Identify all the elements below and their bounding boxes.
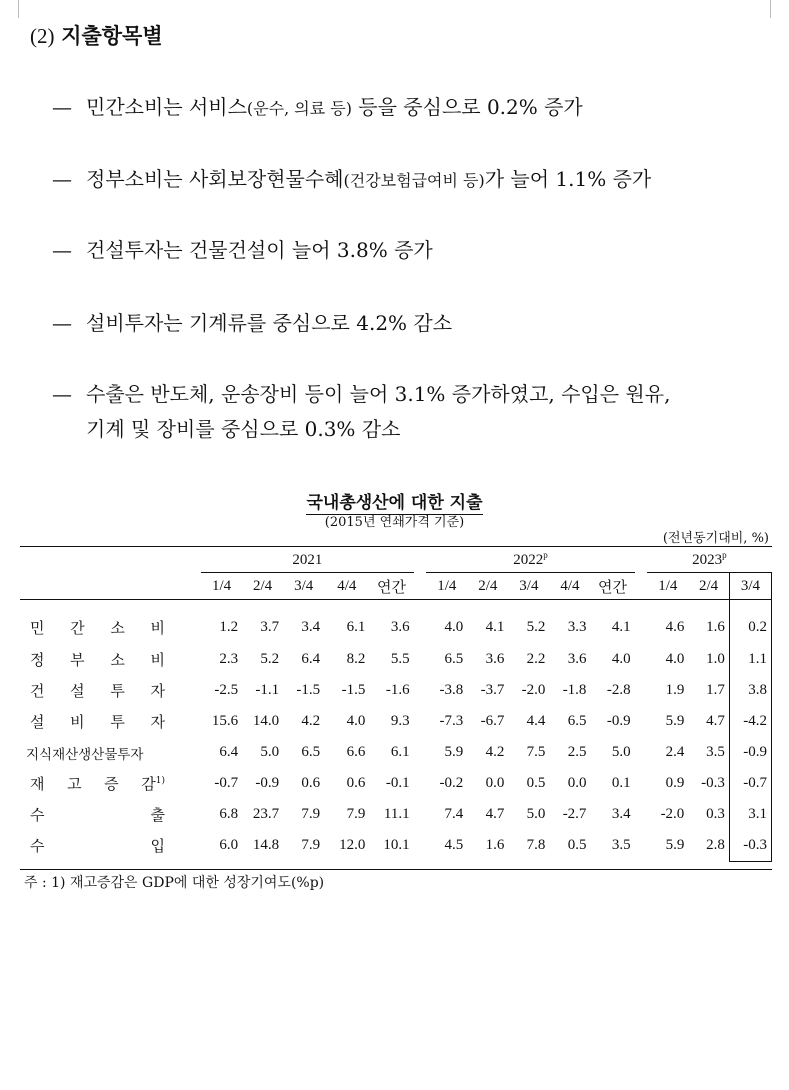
cell-v22: -7.3 — [439, 713, 464, 729]
cell-v21: -2.5 — [214, 682, 239, 698]
cell-v21: 6.1 — [346, 618, 366, 635]
bullet-private-consumption — [52, 90, 583, 126]
cell-v21: 5.0 — [260, 744, 280, 760]
year-2023: 2023$^p$ — [647, 546, 771, 573]
quarter-header-row — [20, 573, 772, 600]
cell-v22: 5.0 — [611, 744, 631, 760]
bullet-dash: — — [52, 167, 72, 191]
bullet-dash: — — [52, 238, 72, 262]
table-row — [20, 600, 772, 645]
cell-v21: 6.6 — [346, 744, 366, 760]
bullet-exports-imports — [52, 377, 670, 447]
cell-v21: 12.0 — [339, 837, 366, 854]
table-row — [20, 799, 772, 830]
cell-v23: 1.7 — [706, 682, 725, 698]
cell-v23: 5.9 — [665, 713, 685, 729]
crop-mark-right — [770, 0, 789, 18]
cell-v21: 6.5 — [301, 744, 321, 760]
crop-mark-left — [0, 0, 19, 18]
cell-v22: 2.5 — [567, 744, 587, 760]
cell-v23: 0.3 — [706, 806, 725, 822]
cell-v22: 6.5 — [444, 651, 464, 667]
cell-v23: 0.9 — [665, 775, 685, 791]
cell-v22: 0.5 — [567, 837, 587, 854]
cell-v21: 9.3 — [390, 713, 410, 729]
cell-v21: -1.5 — [341, 682, 366, 698]
cell-v22: 7.5 — [526, 744, 546, 760]
cell-v23: 5.9 — [665, 837, 685, 854]
row-label: 설 비 투 자 — [30, 713, 165, 731]
cell-v22: 0.1 — [611, 775, 631, 791]
bullet-dash: — — [52, 311, 72, 335]
cell-v21: 0.6 — [346, 775, 366, 791]
row-label: 수 입 — [30, 837, 165, 856]
quarter-header-2022: 3/4 — [508, 573, 549, 600]
cell-v21: 3.4 — [301, 618, 321, 635]
cell-v21: 11.1 — [383, 806, 410, 822]
cell-v22: 7.8 — [526, 837, 546, 854]
quarter-header-2021: 1/4 — [201, 573, 242, 600]
cell-v22: 3.3 — [567, 618, 587, 635]
year-2021: 2021 — [201, 546, 414, 573]
highlighted-cell-2023-q3: -0.9 — [729, 737, 771, 768]
cell-v23: 1.6 — [706, 618, 725, 635]
cell-v21: 5.2 — [260, 651, 280, 667]
cell-v22: 4.0 — [611, 651, 631, 667]
cell-v22: 4.0 — [444, 618, 464, 635]
cell-v22: -2.8 — [606, 682, 631, 698]
quarter-header-2022: 2/4 — [467, 573, 508, 600]
cell-v22: 6.5 — [567, 713, 587, 729]
table-bottom-rule — [20, 869, 772, 870]
quarter-header-2021: 4/4 — [324, 573, 369, 600]
cell-v22: 5.9 — [444, 744, 464, 760]
cell-v23: -2.0 — [660, 806, 685, 822]
cell-v22: -2.0 — [521, 682, 546, 698]
table-row — [20, 706, 772, 737]
highlighted-cell-2023-q3: 0.2 — [729, 600, 771, 645]
section-number: (2) — [30, 24, 55, 48]
quarter-header-2021: 2/4 — [242, 573, 283, 600]
highlighted-cell-2023-q3: -0.3 — [729, 830, 771, 862]
cell-v22: -3.7 — [480, 682, 505, 698]
cell-v22: 3.5 — [611, 837, 631, 854]
cell-v21: 15.6 — [211, 713, 239, 729]
bullet-construction — [52, 233, 433, 268]
bullet-text: 정부소비는 사회보장현물수혜 — [86, 167, 344, 191]
bullet-dash: — — [52, 382, 72, 406]
cell-v21: 7.9 — [301, 837, 321, 854]
bullet-continuation: 기계 및 장비를 중심으로 0.3% 감소 — [86, 417, 401, 441]
cell-v23: 4.6 — [665, 618, 685, 635]
table-row — [20, 737, 772, 768]
cell-v23: 4.0 — [665, 651, 685, 667]
cell-v21: 6.1 — [390, 744, 410, 760]
table-subtitle: (2015년 연쇄가격 기준) — [324, 515, 465, 530]
cell-v22: 4.5 — [444, 837, 464, 854]
cell-v21: 4.2 — [301, 713, 321, 729]
section-title — [30, 20, 163, 50]
cell-v21: 8.2 — [346, 651, 366, 667]
cell-v21: 7.9 — [346, 806, 366, 822]
expenditure-table — [20, 546, 772, 862]
cell-v23: 1.9 — [665, 682, 685, 698]
highlighted-cell-2023-q3: 3.1 — [729, 799, 771, 830]
bullet-text: 건설투자는 건물건설이 늘어 3.8% 증가 — [86, 238, 433, 262]
highlighted-cell-2023-q3: -4.2 — [729, 706, 771, 737]
cell-v22: -0.9 — [606, 713, 631, 729]
quarter-header-2021: 3/4 — [283, 573, 324, 600]
row-label: 민 간 소 비 — [30, 618, 165, 637]
cell-v22: 1.6 — [485, 837, 505, 854]
cell-v22: 3.6 — [485, 651, 505, 667]
cell-v23: 3.5 — [706, 744, 725, 760]
quarter-header-2022: 4/4 — [549, 573, 590, 600]
cell-v22: 3.4 — [611, 806, 631, 822]
cell-v21: -0.7 — [214, 775, 239, 791]
cell-v21: 1.2 — [219, 618, 239, 635]
cell-v22: 3.6 — [567, 651, 587, 667]
quarter-header-2021: 연간 — [369, 573, 413, 600]
row-label: 정 부 소 비 — [30, 651, 165, 669]
bullet-text: 설비투자는 기계류를 중심으로 4.2% 감소 — [86, 311, 453, 335]
table-footnote: 주 : 1) 재고증감은 GDP에 대한 성장기여도(%p) — [24, 875, 325, 891]
cell-v22: -2.7 — [562, 806, 587, 822]
cell-v22: 5.0 — [526, 806, 546, 822]
quarter-header-2023: 3/4 — [729, 573, 771, 600]
highlighted-cell-2023-q3: 3.8 — [729, 675, 771, 706]
cell-v21: 6.4 — [219, 744, 239, 760]
cell-v22: 4.1 — [485, 618, 505, 635]
row-label: 수 출 — [30, 806, 165, 824]
highlighted-cell-2023-q3: -0.7 — [729, 768, 771, 799]
cell-v21: 6.0 — [219, 837, 239, 854]
bullet-text: 민간소비는 서비스 — [86, 95, 247, 119]
cell-v23: 4.7 — [706, 713, 725, 729]
cell-v21: 14.8 — [252, 837, 280, 854]
section-heading: 지출항목별 — [61, 24, 163, 48]
cell-v22: 7.4 — [444, 806, 464, 822]
cell-v21: 3.7 — [260, 618, 280, 635]
cell-v23: 1.0 — [706, 651, 725, 667]
table-unit: (전년동기대비, %) — [662, 531, 769, 546]
table-row — [20, 830, 772, 862]
bullet-small-text: (운수, 의료 등) — [246, 99, 352, 118]
year-2022: 2022$^p$ — [426, 546, 634, 573]
cell-v21: 14.0 — [252, 713, 280, 729]
cell-v21: 2.3 — [219, 651, 239, 667]
cell-v21: 6.8 — [219, 806, 239, 822]
row-label: 재 고 증 감$^{1)}$ — [30, 775, 165, 793]
highlighted-cell-2023-q3: 1.1 — [729, 644, 771, 675]
bullet-text-after: 등을 중심으로 0.2% 증가 — [351, 95, 583, 119]
cell-v22: 0.0 — [567, 775, 587, 791]
cell-v21: 4.0 — [346, 713, 366, 729]
cell-v22: -1.8 — [562, 682, 587, 698]
quarter-header-2022: 연간 — [590, 573, 634, 600]
cell-v23: 2.4 — [665, 744, 685, 760]
table-row — [20, 768, 772, 799]
cell-v22: 4.1 — [611, 618, 631, 635]
quarter-header-2022: 1/4 — [426, 573, 467, 600]
bullet-dash: — — [52, 95, 72, 119]
cell-v21: -1.1 — [255, 682, 280, 698]
cell-v22: -6.7 — [480, 713, 505, 729]
cell-v22: -0.2 — [439, 775, 464, 791]
cell-v22: 4.7 — [485, 806, 505, 822]
cell-v22: 0.5 — [526, 775, 546, 791]
cell-v23: -0.3 — [701, 775, 725, 791]
quarter-header-2023: 2/4 — [688, 573, 729, 600]
cell-v21: 23.7 — [252, 806, 280, 822]
cell-v21: 3.6 — [390, 618, 410, 635]
bullet-government-consumption — [52, 162, 651, 198]
row-label: 지식재산생산물투자 — [26, 746, 144, 763]
bullet-text: 수출은 반도체, 운송장비 등이 늘어 3.1% 증가하였고, 수입은 원유, — [86, 382, 671, 406]
cell-v22: 4.4 — [526, 713, 546, 729]
cell-v21: -1.5 — [296, 682, 321, 698]
table-row — [20, 644, 772, 675]
cell-v22: 4.2 — [485, 744, 505, 760]
table-title: 국내총생산에 대한 지출 — [306, 493, 483, 513]
bullet-facilities — [52, 306, 452, 341]
cell-v21: 10.1 — [383, 837, 410, 854]
cell-v21: -0.9 — [255, 775, 280, 791]
cell-v21: 6.4 — [301, 651, 321, 667]
bullet-text-after: 가 늘어 1.1% 증가 — [484, 167, 652, 191]
cell-v21: -0.1 — [385, 775, 410, 791]
cell-v21: 5.5 — [390, 651, 410, 667]
cell-v22: -3.8 — [439, 682, 464, 698]
quarter-header-2023: 1/4 — [647, 573, 688, 600]
row-label: 건 설 투 자 — [30, 682, 165, 700]
cell-v21: 0.6 — [301, 775, 321, 791]
cell-v23: 2.8 — [706, 837, 725, 854]
cell-v22: 5.2 — [526, 618, 546, 635]
cell-v21: 7.9 — [301, 806, 321, 822]
bullet-small-text: (건강보험급여비 등) — [343, 171, 485, 190]
year-header-row — [20, 546, 772, 573]
cell-v21: -1.6 — [385, 682, 410, 698]
cell-v22: 0.0 — [485, 775, 505, 791]
table-row — [20, 675, 772, 706]
cell-v22: 2.2 — [526, 651, 546, 667]
